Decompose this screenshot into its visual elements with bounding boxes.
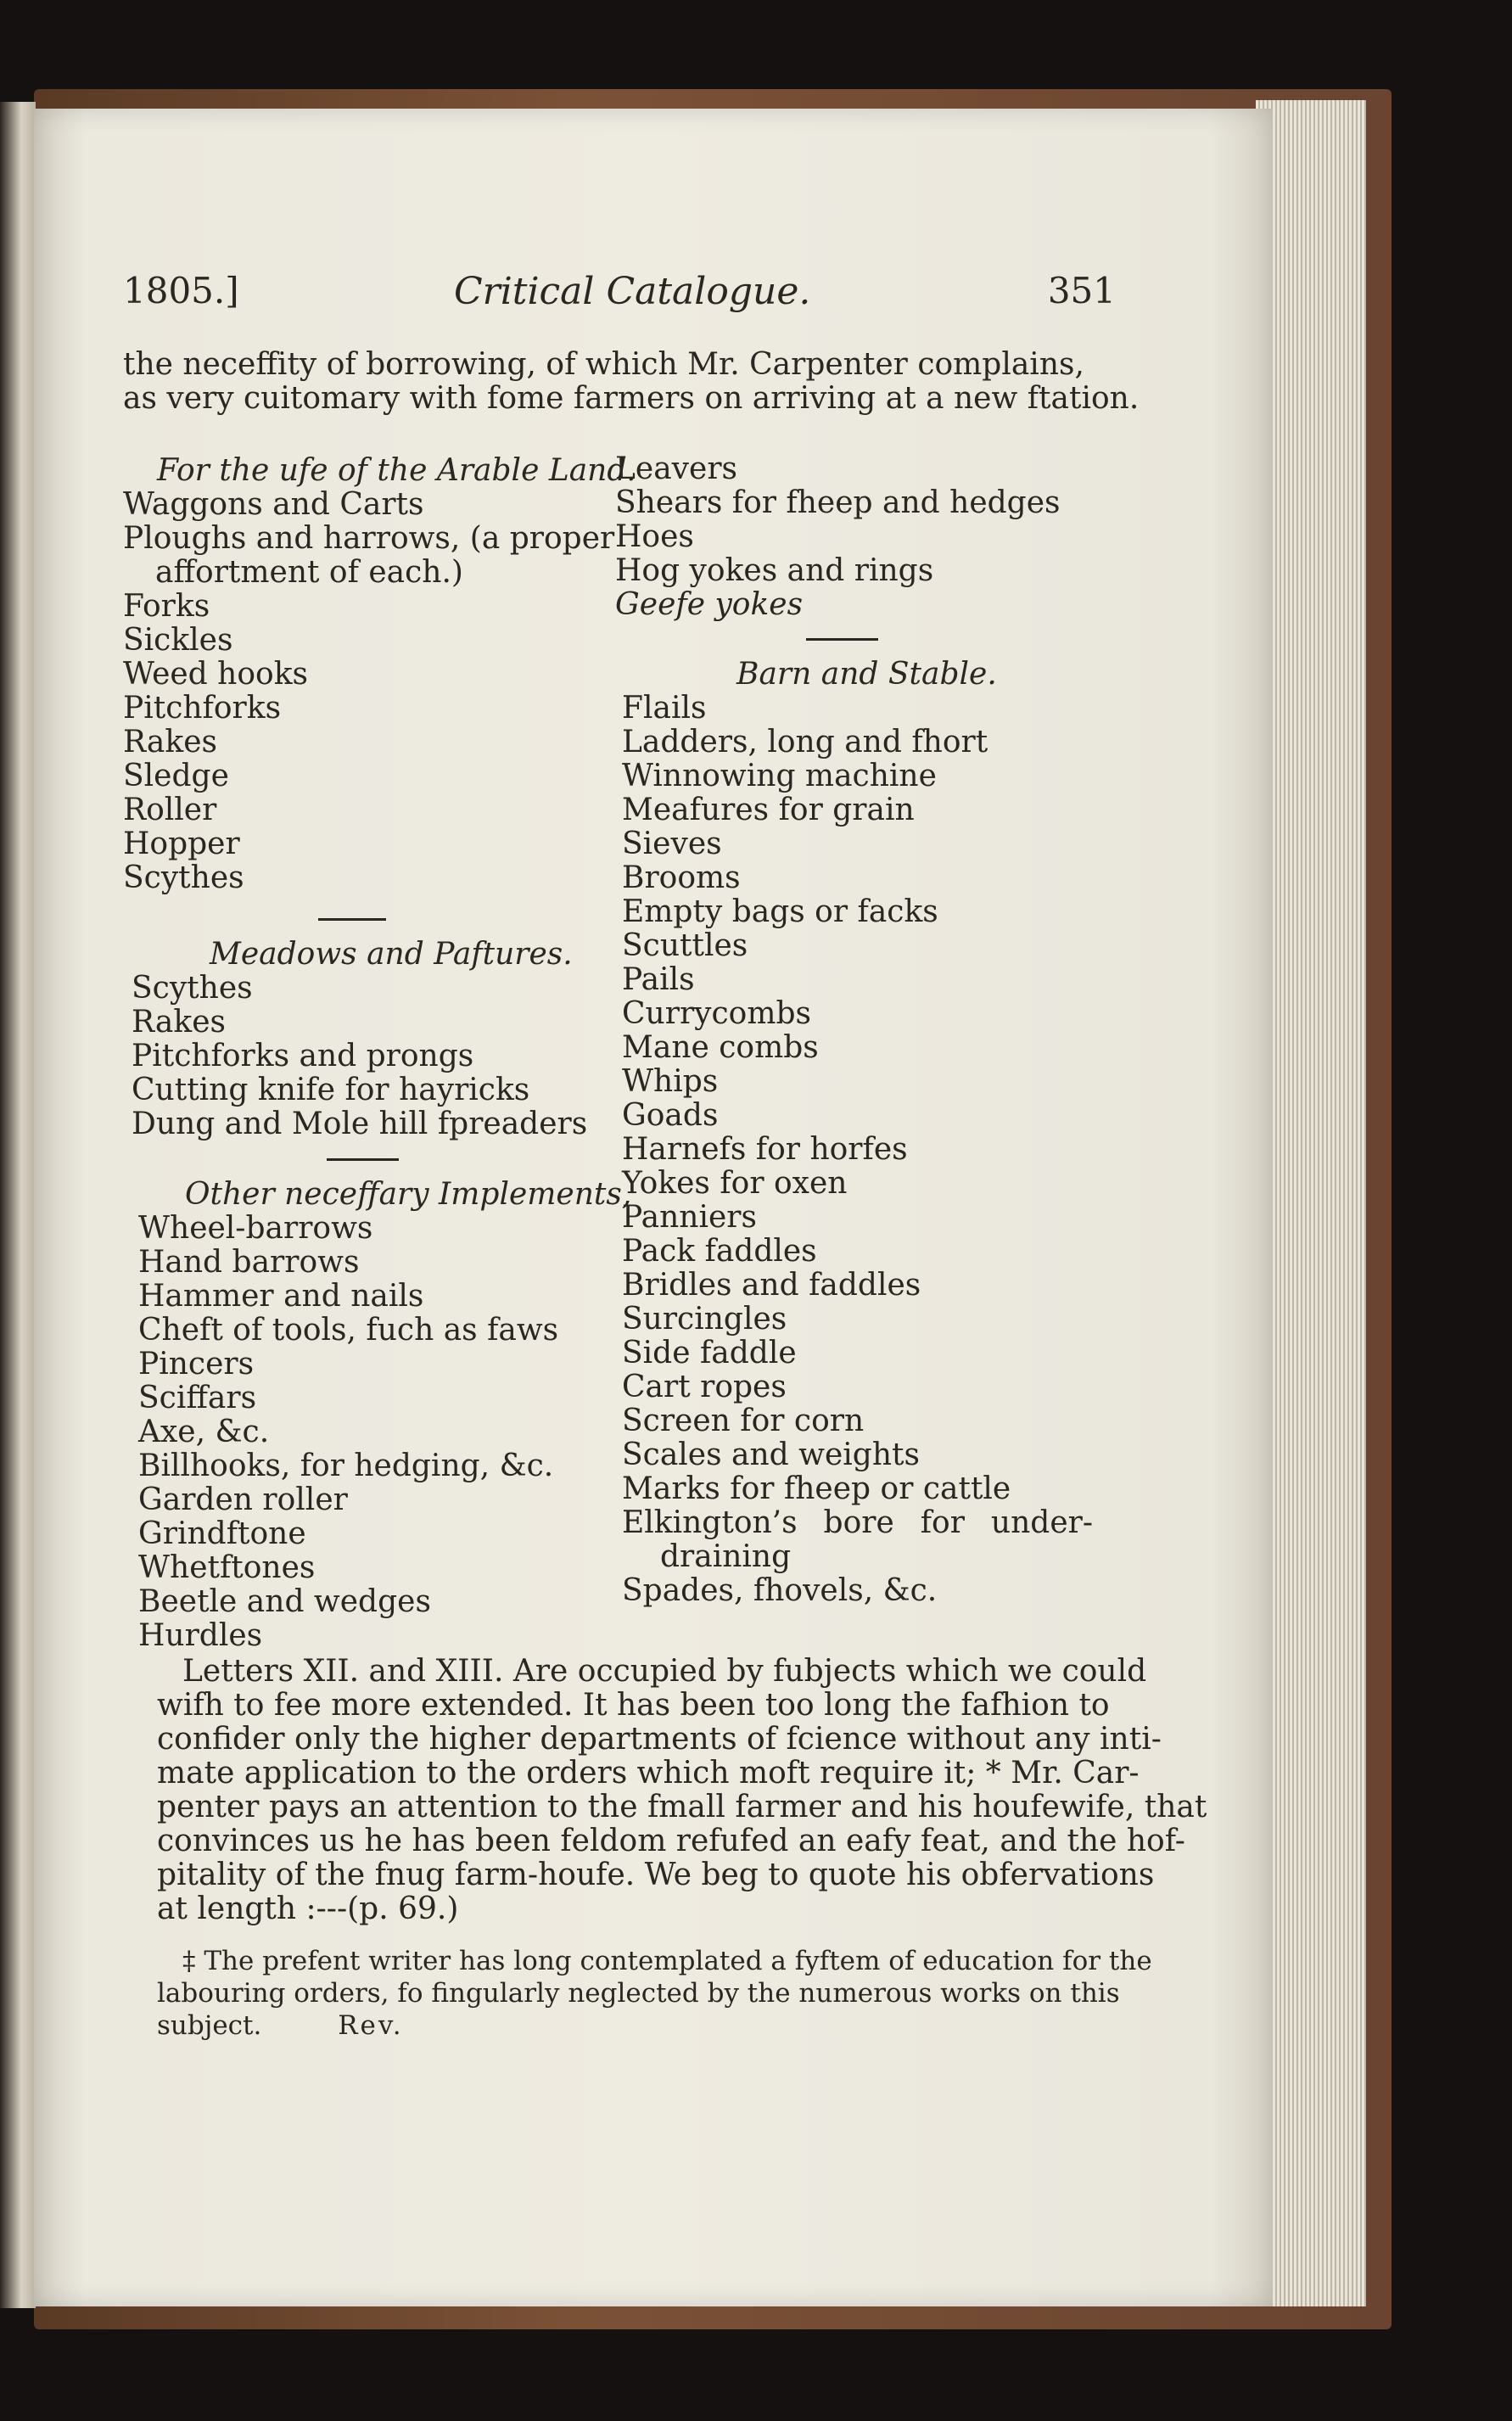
list-item: Elkington’s bore for under- xyxy=(622,1505,1093,1540)
list-item: Dung and Mole hill fpreaders xyxy=(132,1107,588,1141)
paragraph-line: confider only the higher departments of fcience without any inti- xyxy=(157,1722,1162,1757)
list-item: Panniers xyxy=(622,1200,757,1235)
left-column-other xyxy=(138,1178,631,1653)
footnote-line: labouring orders, fo fingularly neglected by the numerous works on this xyxy=(157,1978,1120,2009)
list-item: Hand barrows xyxy=(138,1245,360,1280)
list-item: Winnowing machine xyxy=(622,759,937,793)
right-column-top xyxy=(615,452,1061,622)
left-column-arable xyxy=(123,454,636,895)
list-item: Scythes xyxy=(123,860,244,895)
footnote-line xyxy=(157,2009,1107,2042)
paragraph-line: Letters XII. and XIII. Are occupied by fubjects which we could xyxy=(182,1654,1147,1689)
list-item: Whetftones xyxy=(138,1550,316,1585)
list-item: Hog yokes and rings xyxy=(615,553,934,588)
list-item: Sciffars xyxy=(138,1381,257,1415)
footnote xyxy=(157,1945,1152,2042)
paragraph-line: at length :---(p. 69.) xyxy=(157,1891,459,1926)
list-item: Cheft of tools, fuch as faws xyxy=(138,1313,559,1348)
list-item: Geefe yokes xyxy=(615,587,804,622)
list-item: Grindftone xyxy=(138,1516,306,1551)
list-item: Marks for fheep or cattle xyxy=(622,1471,1011,1506)
list-item: Ploughs and harrows, (a proper xyxy=(123,521,615,556)
list-item: Bridles and faddles xyxy=(622,1268,921,1303)
list-item: Pincers xyxy=(138,1347,255,1381)
section-heading-meadows: Meadows and Paftures. xyxy=(210,937,573,972)
list-item: Roller xyxy=(123,793,217,827)
page-number: 351 xyxy=(1047,270,1116,311)
list-item: Brooms xyxy=(622,860,741,895)
body-paragraph xyxy=(157,1654,1207,1926)
list-item: affortment of each.) xyxy=(155,555,463,590)
list-item: Goads xyxy=(622,1098,719,1133)
left-page-edge xyxy=(0,102,36,2308)
list-item: Sledge xyxy=(123,759,229,793)
section-divider xyxy=(318,918,386,921)
list-item: Harnefs for horfes xyxy=(622,1132,908,1167)
paragraph-line: mate application to the orders which moft require it; * Mr. Car- xyxy=(157,1756,1140,1791)
header-year: 1805.] xyxy=(123,270,239,311)
list-item: Surcingles xyxy=(622,1302,787,1337)
list-item: Meafures for grain xyxy=(622,793,915,827)
list-item: Whips xyxy=(622,1064,719,1099)
list-item: Hurdles xyxy=(138,1618,263,1653)
list-item: Scuttles xyxy=(622,928,748,963)
list-item: Side faddle xyxy=(622,1336,797,1370)
footnote-signature: Rev. xyxy=(338,2010,404,2041)
list-item: Rakes xyxy=(132,1005,226,1040)
intro-line: the neceffity of borrowing, of which Mr. Carpenter complains, xyxy=(123,347,1084,382)
list-item: Pitchforks xyxy=(123,691,282,726)
list-item: Leavers xyxy=(615,451,737,486)
list-item: Spades, fhovels, &c. xyxy=(622,1573,938,1608)
list-item: Beetle and wedges xyxy=(138,1584,431,1619)
left-column-meadows xyxy=(132,938,587,1141)
footnote-last-word: subject. xyxy=(157,2010,262,2041)
list-item: Pitchforks and prongs xyxy=(132,1039,474,1073)
paragraph-line: convinces us he has been feldom refufed an eafy feat, and the hof- xyxy=(157,1824,1185,1858)
list-item: Yokes for oxen xyxy=(622,1166,848,1201)
list-item: Empty bags or facks xyxy=(622,894,938,929)
paragraph-line: pitality of the fnug farm-houfe. We beg to quote his obfervations xyxy=(157,1858,1155,1892)
list-item: Cart ropes xyxy=(622,1370,787,1404)
list-item: Hoes xyxy=(615,519,694,554)
list-item: Weed hooks xyxy=(123,657,308,692)
list-item: Wheel-barrows xyxy=(138,1211,373,1246)
list-item: Mane combs xyxy=(622,1030,819,1065)
footnote-line: ‡ The prefent writer has long contemplated a fyftem of education for the xyxy=(182,1946,1152,1976)
right-column-barn xyxy=(622,658,1093,1608)
list-item: Scythes xyxy=(132,971,253,1006)
running-header xyxy=(123,270,1116,321)
list-item: Currycombs xyxy=(622,996,811,1031)
section-divider xyxy=(327,1158,399,1161)
list-item: Waggons and Carts xyxy=(123,487,424,522)
paragraph-line: wifh to fee more extended. It has been too long the fafhion to xyxy=(157,1688,1110,1723)
list-item: Hammer and nails xyxy=(138,1279,424,1314)
list-item: Sickles xyxy=(123,623,233,658)
list-item: Scales and weights xyxy=(622,1437,920,1472)
paragraph-line: penter pays an attention to the fmall farmer and his houfewife, that xyxy=(157,1790,1207,1824)
list-item: Rakes xyxy=(123,725,217,759)
list-item: Forks xyxy=(123,589,210,624)
list-item: Flails xyxy=(622,691,707,726)
section-heading-other: Other neceffary Implements, xyxy=(185,1177,632,1212)
list-item: Garden roller xyxy=(138,1482,348,1517)
list-item: Shears for fheep and hedges xyxy=(615,485,1061,520)
list-item: Screen for corn xyxy=(622,1404,865,1438)
list-item: Pack faddles xyxy=(622,1234,817,1269)
list-item: Axe, &c. xyxy=(138,1415,270,1449)
section-heading-arable: For the ufe of the Arable Land. xyxy=(157,453,636,488)
list-item: Sieves xyxy=(622,827,722,861)
list-item: Billhooks, for hedging, &c. xyxy=(138,1449,554,1483)
list-item: Cutting knife for hayricks xyxy=(132,1073,530,1107)
list-item: Pails xyxy=(622,962,695,997)
intro-text xyxy=(123,347,1140,416)
intro-line: as very cuitomary with fome farmers on arriving at a new ftation. xyxy=(123,381,1140,416)
header-title: Critical Catalogue. xyxy=(454,270,811,313)
list-item: draining xyxy=(660,1539,792,1574)
list-item: Hopper xyxy=(123,827,240,861)
section-divider xyxy=(806,638,878,641)
section-heading-barn: Barn and Stable. xyxy=(736,657,997,692)
list-item: Ladders, long and fhort xyxy=(622,725,988,759)
